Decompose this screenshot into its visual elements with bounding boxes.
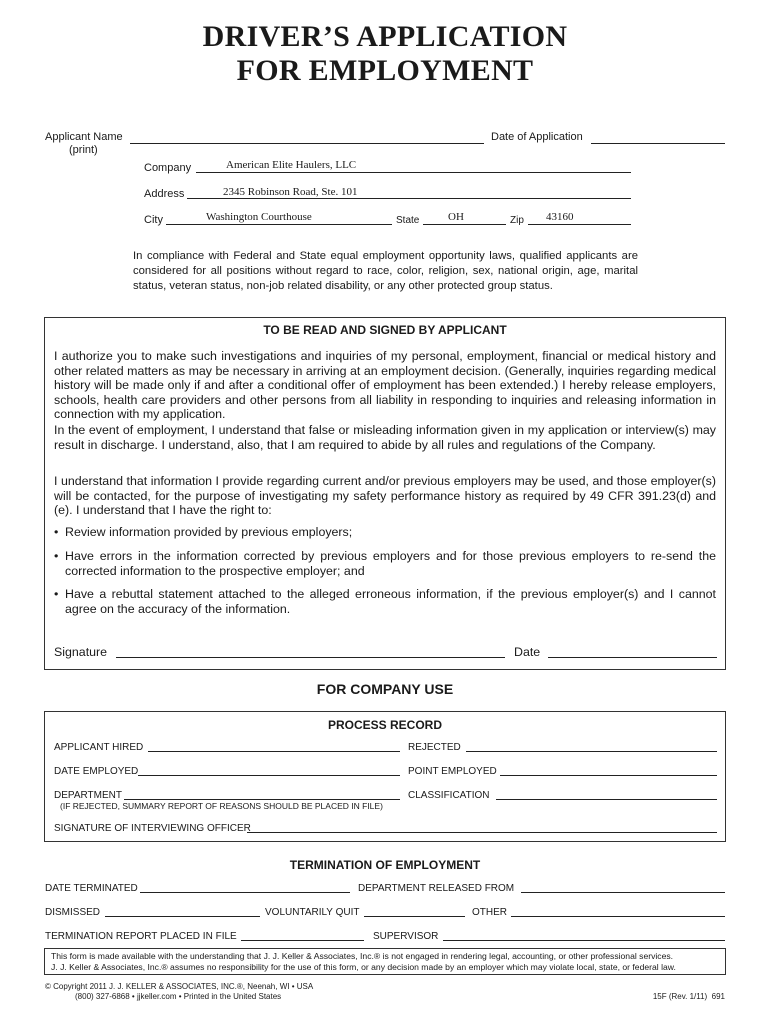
applicant-hired-label: APPLICANT HIRED <box>54 742 144 753</box>
applicant-signature-field[interactable] <box>116 657 505 658</box>
date-employed-field[interactable] <box>138 775 400 776</box>
date-terminated-field[interactable] <box>140 892 350 893</box>
misleading-info-paragraph: In the event of employment, I understand that false or misleading information given in my application or interview(s) may result in discharge. I understand, also, that I am required to abide by all rules and regulations of the Company. <box>54 423 716 452</box>
bullet-dot: • <box>54 587 59 601</box>
applicant-name-label: Applicant Name <box>45 131 123 143</box>
applicant-hired-field[interactable] <box>148 751 400 752</box>
supervisor-field[interactable] <box>443 940 725 941</box>
bullet-dot: • <box>54 549 59 563</box>
compliance-paragraph: In compliance with Federal and State equal employment opportunity laws, qualified applicants are considered for all positions without regard to race, color, religion, sex, national origin, age, marital status, veteran status, non-job related disability, or any other protected group status. <box>133 250 638 292</box>
city-value: Washington Courthouse <box>206 211 312 223</box>
rejected-label: REJECTED <box>408 742 461 753</box>
company-field[interactable] <box>196 172 631 173</box>
authorization-paragraph: I authorize you to make such investigations and inquiries of my personal, employment, financial or medical history and other related matters as may be necessary in arriving at an employment decision. (Generally, inquiries regarding medical history will be made only if and after a conditional offer of employment has been extended.) I hereby release employers, schools, health care providers and other persons from all liability in responding to inquiries and releasing information in connection with my application. <box>54 349 716 422</box>
city-field[interactable] <box>166 224 392 225</box>
signature-label: Signature <box>54 645 108 659</box>
interviewing-officer-field[interactable] <box>247 832 717 833</box>
point-employed-field[interactable] <box>500 775 717 776</box>
bullet-dot: • <box>54 525 59 539</box>
form-title-line2: FOR EMPLOYMENT <box>236 54 534 87</box>
other-label: OTHER <box>472 907 507 918</box>
bullet-review: Review information provided by previous employers; <box>65 525 353 539</box>
safety-history-paragraph: I understand that information I provide regarding current and/or previous employers may be used, and those employer(s) will be contacted, for the purpose of investigating my safety performance history as required by 49 CFR 391.23(d) and (e). I understand that I have the right to: <box>54 474 716 518</box>
company-label: Company <box>144 162 192 174</box>
state-field[interactable] <box>423 224 506 225</box>
classification-label: CLASSIFICATION <box>408 790 490 801</box>
applicant-statement-box <box>44 317 726 670</box>
classification-field[interactable] <box>496 799 717 800</box>
applicant-box-heading: TO BE READ AND SIGNED BY APPLICANT <box>263 323 507 337</box>
dept-released-field[interactable] <box>521 892 725 893</box>
bullet-corrections: Have errors in the information corrected by previous employers and for those previous employers to re-send the corrected information to the prospective employer; and <box>65 549 716 578</box>
zip-label: Zip <box>510 215 524 226</box>
for-company-use-heading: FOR COMPANY USE <box>316 681 454 697</box>
bullet-rebuttal: Have a rebuttal statement attached to the alleged erroneous information, if the previous employer(s) and I cannot agree on the accuracy of the information. <box>65 587 716 616</box>
signature-date-field[interactable] <box>548 657 717 658</box>
disclaimer-box <box>44 948 726 975</box>
print-label: (print) <box>69 144 98 156</box>
zip-value: 43160 <box>546 211 574 223</box>
state-value: OH <box>448 211 464 223</box>
zip-field[interactable] <box>528 224 631 225</box>
report-placed-field[interactable] <box>241 940 364 941</box>
form-title-line1: DRIVER’S APPLICATION <box>202 20 568 53</box>
dismissed-field[interactable] <box>105 916 260 917</box>
other-field[interactable] <box>511 916 725 917</box>
dismissed-label: DISMISSED <box>45 907 101 918</box>
date-of-application-field[interactable] <box>591 143 725 144</box>
form-code: 15F (Rev. 1/11) 691 <box>652 992 725 1001</box>
date-of-application-label: Date of Application <box>491 131 583 143</box>
process-record-heading: PROCESS RECORD <box>327 718 443 732</box>
copyright-text: © Copyright 2011 J. J. KELLER & ASSOCIATES, INC.®, Neenah, WI • USA <box>45 982 314 991</box>
termination-heading: TERMINATION OF EMPLOYMENT <box>289 858 481 872</box>
disclaimer-line1: This form is made available with the understanding that J. J. Keller & Associates, Inc.® is not engaged in rendering legal, accounting, or other professional services. <box>51 951 674 961</box>
rejected-field[interactable] <box>466 751 717 752</box>
disclaimer-line2: J. J. Keller & Associates, Inc.® assumes no responsibility for the use of this form, or any decision made by an employer which may violate local, state, or federal law. <box>51 962 676 972</box>
date-terminated-label: DATE TERMINATED <box>45 883 138 894</box>
signature-date-label: Date <box>514 645 541 659</box>
dept-released-label: DEPARTMENT RELEASED FROM <box>358 883 515 894</box>
point-employed-label: POINT EMPLOYED <box>408 766 497 777</box>
address-field[interactable] <box>187 198 631 199</box>
date-employed-label: DATE EMPLOYED <box>54 766 139 777</box>
company-value: American Elite Haulers, LLC <box>226 159 357 171</box>
department-label: DEPARTMENT <box>54 790 122 801</box>
contact-text: (800) 327-6868 • jjkeller.com • Printed in the United States <box>75 992 282 1001</box>
city-label: City <box>144 214 163 226</box>
report-placed-label: TERMINATION REPORT PLACED IN FILE <box>45 931 237 942</box>
if-rejected-note: (IF REJECTED, SUMMARY REPORT OF REASONS SHOULD BE PLACED IN FILE) <box>60 801 383 811</box>
interviewing-officer-label: SIGNATURE OF INTERVIEWING OFFICER <box>54 823 251 834</box>
voluntarily-quit-field[interactable] <box>364 916 465 917</box>
voluntarily-quit-label: VOLUNTARILY QUIT <box>265 907 360 918</box>
applicant-name-field[interactable] <box>130 143 484 144</box>
supervisor-label: SUPERVISOR <box>373 931 439 942</box>
address-value: 2345 Robinson Road, Ste. 101 <box>223 186 358 198</box>
department-field[interactable] <box>124 799 400 800</box>
address-label: Address <box>144 188 185 200</box>
state-label: State <box>396 215 420 226</box>
process-record-box <box>44 711 726 842</box>
